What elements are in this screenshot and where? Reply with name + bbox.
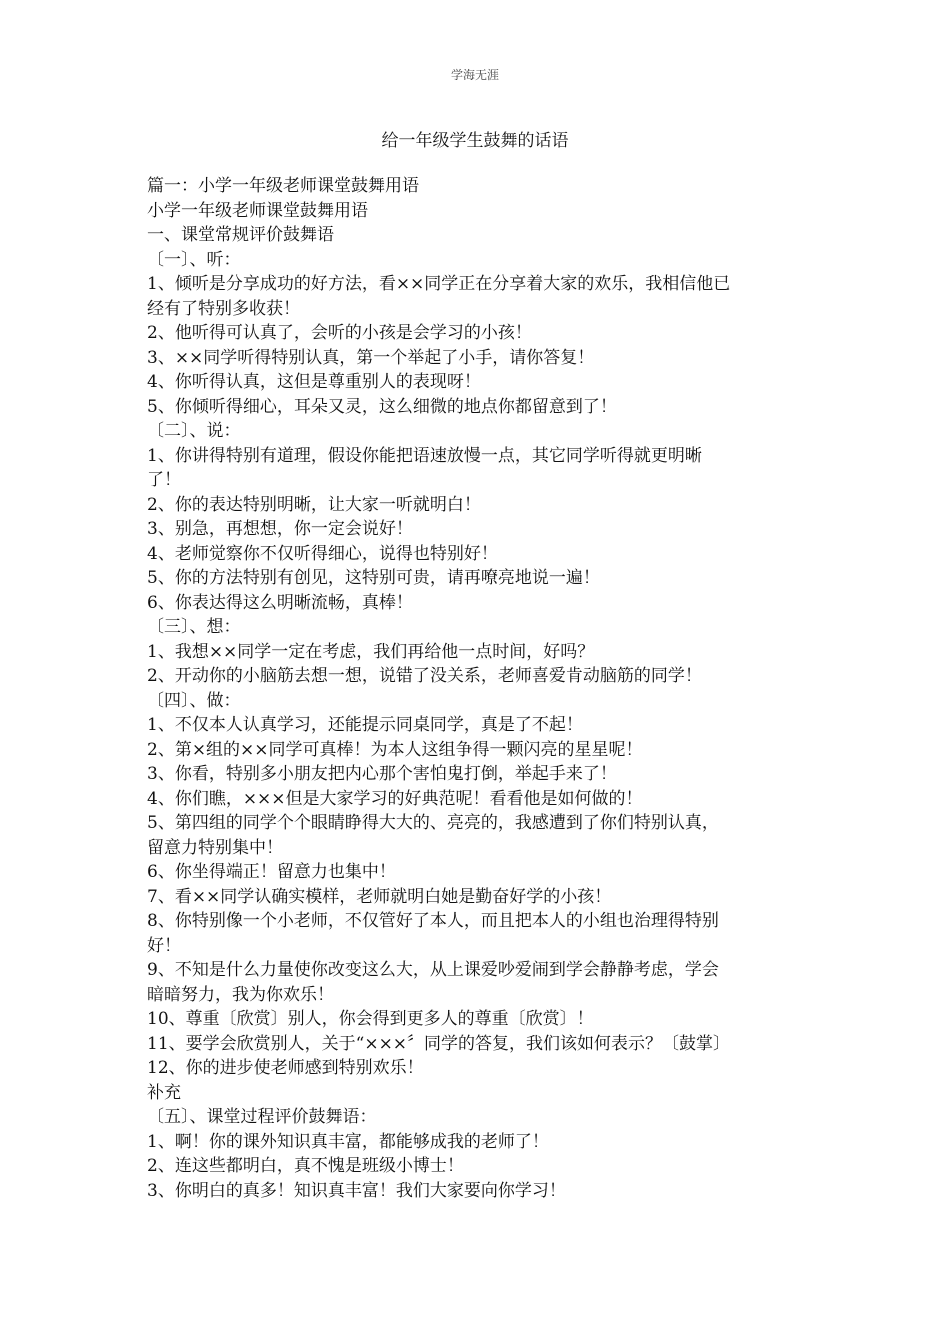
text-line: 6、你表达得这么明晰流畅，真棒！ <box>147 592 413 613</box>
text-line: 7、看××同学认确实模样，老师就明白她是勤奋好学的小孩！ <box>147 886 612 907</box>
text-line: 2、你的表达特别明晰，让大家一听就明白！ <box>147 494 481 515</box>
text-line: 4、你听得认真，这但是尊重别人的表现呀！ <box>147 372 481 392</box>
text-line: 〔一〕、听： <box>147 249 241 270</box>
text-line: 5、你倾听得细心，耳朵又灵，这么细微的地点你都留意到了！ <box>147 396 617 417</box>
text-line: 5、第四组的同学个个眼睛睁得大大的、亮亮的，我感遭到了你们特别认真， <box>147 813 719 833</box>
text-line: 3、你明白的真多！知识真丰富！我们大家要向你学习！ <box>147 1180 566 1201</box>
text-line: 2、他听得可认真了，会听的小孩是会学习的小孩！ <box>147 323 532 343</box>
page-header: 学海无涯 <box>450 68 499 82</box>
text-line: 5、你的方法特别有创见，这特别可贵，请再嘹亮地说一遍！ <box>147 568 600 588</box>
text-line: 2、开动你的小脑筋去想一想，说错了没关系，老师喜爱肯动脑筋的同学！ <box>147 666 702 686</box>
text-line: 6、你坐得端正！留意力也集中！ <box>147 862 396 882</box>
text-line: 留意力特别集中！ <box>147 837 283 858</box>
text-line: 4、老师觉察你不仅听得细心，说得也特别好！ <box>147 543 498 564</box>
document-body <box>147 174 797 1203</box>
text-line: 〔二〕、说： <box>147 421 241 441</box>
text-line: 3、××同学听得特别认真，第一个举起了小手，请你答复！ <box>147 347 595 368</box>
text-line: 11、要学会欣赏别人，关于“×××〞同学的答复，我们该如何表示？〔鼓掌〕 <box>147 1033 731 1054</box>
text-line: 3、你看，特别多小朋友把内心那个害怕鬼打倒，举起手来了！ <box>147 764 617 784</box>
text-line: 12、你的进步使老师感到特别欢乐！ <box>147 1058 424 1078</box>
text-line: 2、第×组的××同学可真棒！为本人这组争得一颗闪亮的星星呢！ <box>147 739 643 760</box>
text-line: 1、啊！你的课外知识真丰富，都能够成我的老师了！ <box>147 1131 549 1152</box>
text-line: 1、倾听是分享成功的好方法，看××同学正在分享着大家的欢乐，我相信他已 <box>147 274 731 294</box>
text-line: 〔三〕、想： <box>147 617 241 637</box>
text-line: 10、尊重〔欣赏〕别人，你会得到更多人的尊重〔欣赏〕！ <box>147 1009 594 1029</box>
text-line: 〔四〕、做： <box>147 690 241 711</box>
text-line: 补充 <box>147 1082 181 1103</box>
text-line: 一、课堂常规评价鼓舞语 <box>147 225 334 245</box>
document-title: 给一年级学生鼓舞的话语 <box>381 131 569 151</box>
text-line: 1、你讲得特别有道理，假设你能把语速放慢一点，其它同学听得就更明晰 <box>147 445 702 466</box>
text-line: 3、别急，再想想，你一定会说好！ <box>147 519 413 539</box>
text-line: 小学一年级老师课堂鼓舞用语 <box>147 200 368 221</box>
text-line: 1、我想××同学一定在考虑，我们再给他一点时间，好吗？ <box>147 641 595 662</box>
text-line: 1、不仅本人认真学习，还能提示同桌同学，真是了不起！ <box>147 715 583 735</box>
text-line: 〔五〕、课堂过程评价鼓舞语： <box>147 1107 377 1127</box>
text-line: 4、你们瞧，×××但是大家学习的好典范呢！看看他是如何做的！ <box>147 788 643 809</box>
text-line: 经有了特别多收获！ <box>147 298 300 319</box>
text-line: 篇一：小学一年级老师课堂鼓舞用语 <box>147 176 419 196</box>
text-line: 好！ <box>147 935 181 956</box>
text-line: 了！ <box>147 470 181 490</box>
text-line: 9、不知是什么力量使你改变这么大，从上课爱吵爱闹到学会静静考虑，学会 <box>147 960 719 980</box>
text-line: 暗暗努力，我为你欢乐！ <box>147 984 334 1005</box>
text-line: 8、你特别像一个小老师，不仅管好了本人，而且把本人的小组也治理得特别 <box>147 911 719 931</box>
text-line: 2、连这些都明白，真不愧是班级小博士！ <box>147 1156 464 1176</box>
